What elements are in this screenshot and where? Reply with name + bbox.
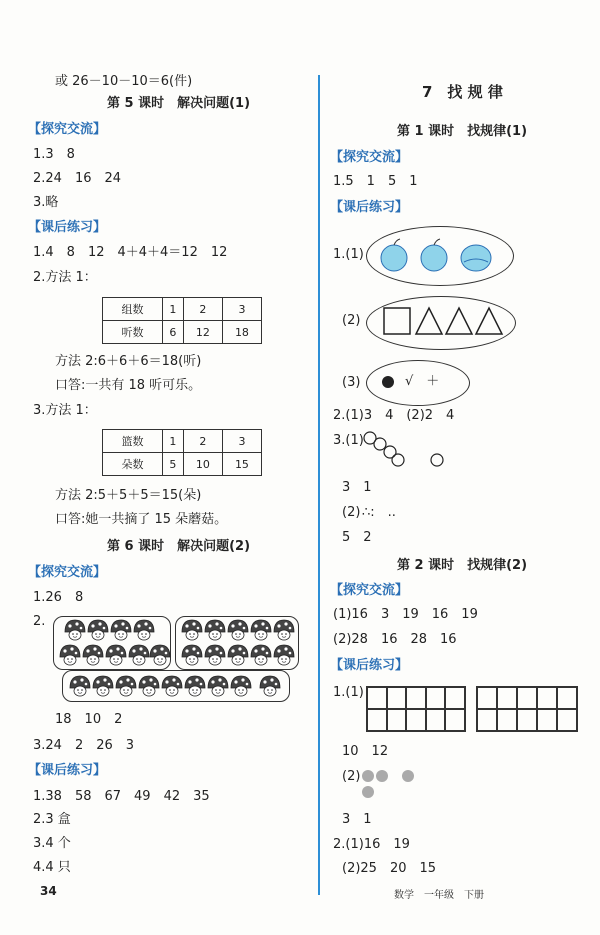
tag-explore: 【探究交流】 bbox=[330, 583, 409, 598]
r1-practice-3-1-answer: 3 1 bbox=[342, 480, 372, 495]
mushroom-icon bbox=[162, 676, 182, 696]
column-divider bbox=[318, 75, 320, 895]
r2-explore-1: (1)16 3 19 16 19 bbox=[333, 607, 478, 622]
gray-dots bbox=[360, 766, 420, 800]
table-cell: 篮数 bbox=[103, 430, 163, 453]
mushroom-icon bbox=[106, 645, 126, 665]
table-cell: 6 bbox=[162, 321, 183, 344]
l6-practice-3: 3.4 个 bbox=[33, 836, 71, 851]
mushroom-icon bbox=[60, 645, 80, 665]
l5-practice-2: 2.方法 1： bbox=[33, 270, 97, 285]
r1-practice-3-2: (2) bbox=[342, 505, 361, 520]
l5-p2-answer: 口答:一共有 18 听可乐。 bbox=[55, 378, 202, 393]
circle-pattern bbox=[360, 428, 460, 470]
table-cell: 3 bbox=[222, 430, 261, 453]
dot-pattern: ∴: .. bbox=[362, 505, 396, 520]
mushroom-icon bbox=[70, 676, 90, 696]
r2-practice-1-2-answer: 3 1 bbox=[342, 812, 372, 827]
dot-icon bbox=[378, 372, 398, 392]
l5-explore-2: 2.24 16 24 bbox=[33, 171, 122, 186]
apple-icon bbox=[381, 239, 407, 271]
mushroom-icon bbox=[139, 676, 159, 696]
mushroom-icon bbox=[111, 620, 131, 640]
table-cell: 12 bbox=[183, 321, 222, 344]
mushroom-icon bbox=[251, 620, 271, 640]
table-cell: 18 bbox=[222, 321, 261, 344]
tag-explore: 【探究交流】 bbox=[28, 122, 107, 137]
peach-icon bbox=[461, 245, 491, 271]
lesson5-title: 第 5 课时 解决问题(1) bbox=[107, 96, 251, 111]
l6-practice-4: 4.4 只 bbox=[33, 860, 71, 875]
r2-practice-2-1: 2.(1)16 19 bbox=[333, 837, 410, 852]
l5-practice-1: 1.4 8 12 4＋4＋4＝12 12 bbox=[33, 245, 228, 260]
tag-practice: 【课后练习】 bbox=[28, 220, 107, 235]
footer-text: 数学 一年级 下册 bbox=[394, 890, 484, 901]
r2-explore-2: (2)28 16 28 16 bbox=[333, 632, 457, 647]
l6-explore-3: 3.24 2 26 3 bbox=[33, 738, 135, 753]
top-line: 或 26－10－10＝6(件) bbox=[55, 74, 193, 89]
l6-explore-2: 2. bbox=[33, 614, 46, 629]
triangle-icon bbox=[416, 308, 442, 334]
page-number: 34 bbox=[40, 884, 57, 898]
table-cell: 组数 bbox=[103, 298, 163, 321]
apple-icon bbox=[421, 239, 447, 271]
table-cell: 5 bbox=[162, 453, 183, 476]
r2-practice-1-1: 1.(1) bbox=[333, 685, 364, 700]
r-lesson2-title: 第 2 课时 找规律(2) bbox=[397, 558, 528, 573]
gray-dot-icon bbox=[362, 786, 374, 798]
mushroom-icon bbox=[208, 676, 228, 696]
r1-explore-1: 1.5 1 5 1 bbox=[333, 174, 418, 189]
r1-practice-3-1: 3.(1) bbox=[333, 433, 364, 448]
table-cell: 2 bbox=[183, 298, 222, 321]
circle-icon bbox=[392, 454, 404, 466]
mushroom-icon bbox=[182, 645, 202, 665]
table-cell: 3 bbox=[222, 298, 261, 321]
r1-practice-1-3: (3) bbox=[342, 375, 361, 390]
r1-practice-2: 2.(1)3 4 (2)2 4 bbox=[333, 408, 455, 423]
ten-frame-left bbox=[366, 686, 466, 732]
gray-dot-icon bbox=[376, 770, 388, 782]
r1-practice-1-2: (2) bbox=[342, 313, 361, 328]
mushroom-icon bbox=[251, 645, 271, 665]
l5-p2-method2: 方法 2:6＋6＋6＝18(听) bbox=[55, 354, 202, 369]
table-cell: 15 bbox=[222, 453, 261, 476]
mushroom-icon bbox=[182, 620, 202, 640]
tag-practice: 【课后练习】 bbox=[330, 658, 409, 673]
mushroom-icon bbox=[274, 645, 294, 665]
l5-p3-method2: 方法 2:5＋5＋5＝15(朵) bbox=[55, 488, 202, 503]
r2-practice-2-2: (2)25 20 15 bbox=[342, 861, 437, 876]
l5-explore-3: 3.略 bbox=[33, 195, 59, 210]
mushroom-icon bbox=[228, 645, 248, 665]
l6-practice-2: 2.3 盒 bbox=[33, 812, 71, 827]
mushroom-icon bbox=[134, 620, 154, 640]
mushroom-icon bbox=[274, 620, 294, 640]
table-cell: 1 bbox=[162, 298, 183, 321]
table-cell: 朵数 bbox=[103, 453, 163, 476]
l5-p3-answer: 口答:她一共摘了 15 朵蘑菇。 bbox=[55, 512, 228, 527]
l5-explore-1: 1.3 8 bbox=[33, 147, 75, 162]
square-icon bbox=[384, 308, 410, 334]
shape-row bbox=[366, 296, 514, 348]
l6-practice-1: 1.38 58 67 49 42 35 bbox=[33, 789, 210, 804]
table-cell: 听数 bbox=[103, 321, 163, 344]
mushroom-icon bbox=[260, 676, 280, 696]
table-cell: 10 bbox=[183, 453, 222, 476]
tag-practice: 【课后练习】 bbox=[330, 200, 409, 215]
mushroom-icon bbox=[150, 645, 170, 665]
table-cell: 1 bbox=[162, 430, 183, 453]
l6-explore-1: 1.26 8 bbox=[33, 590, 84, 605]
l5-practice-3: 3.方法 1： bbox=[33, 403, 97, 418]
mushroom-icon bbox=[231, 676, 251, 696]
r1-practice-3-2-answer: 5 2 bbox=[342, 530, 372, 545]
mushroom-icon bbox=[228, 620, 248, 640]
tag-explore: 【探究交流】 bbox=[330, 150, 409, 165]
tag-explore: 【探究交流】 bbox=[28, 565, 107, 580]
circle-icon bbox=[384, 446, 396, 458]
gray-dot-icon bbox=[362, 770, 374, 782]
ten-frame-right bbox=[476, 686, 578, 732]
triangle-icon bbox=[446, 308, 472, 334]
r2-practice-1-1-answer: 10 12 bbox=[342, 744, 389, 759]
r2-practice-1-2: (2) bbox=[342, 769, 361, 784]
tag-practice: 【课后练习】 bbox=[28, 763, 107, 778]
mushroom-icon bbox=[83, 645, 103, 665]
mushroom-icon bbox=[205, 620, 225, 640]
fruit-row bbox=[366, 226, 512, 284]
triangle-icon bbox=[476, 308, 502, 334]
mushroom-icon bbox=[65, 620, 85, 640]
r-lesson1-title: 第 1 课时 找规律(1) bbox=[397, 124, 528, 139]
l6-explore-2-answer: 18 10 2 bbox=[55, 712, 123, 727]
circle-icon bbox=[431, 454, 443, 466]
mushroom-icon bbox=[129, 645, 149, 665]
r1-practice-1-1: 1.(1) bbox=[333, 247, 364, 262]
unit-title: 7 找 规 律 bbox=[422, 83, 503, 101]
mushroom-icon bbox=[185, 676, 205, 696]
lesson6-title: 第 6 课时 解决问题(2) bbox=[107, 539, 251, 554]
mushroom-icon bbox=[88, 620, 108, 640]
mushroom-icon bbox=[205, 645, 225, 665]
mushroom-icon bbox=[93, 676, 113, 696]
mushroom-icon bbox=[116, 676, 136, 696]
symbol-row: √ ＋ bbox=[405, 374, 440, 389]
gray-dot-icon bbox=[402, 770, 414, 782]
circle-icon bbox=[374, 438, 386, 450]
table-cell: 2 bbox=[183, 430, 222, 453]
